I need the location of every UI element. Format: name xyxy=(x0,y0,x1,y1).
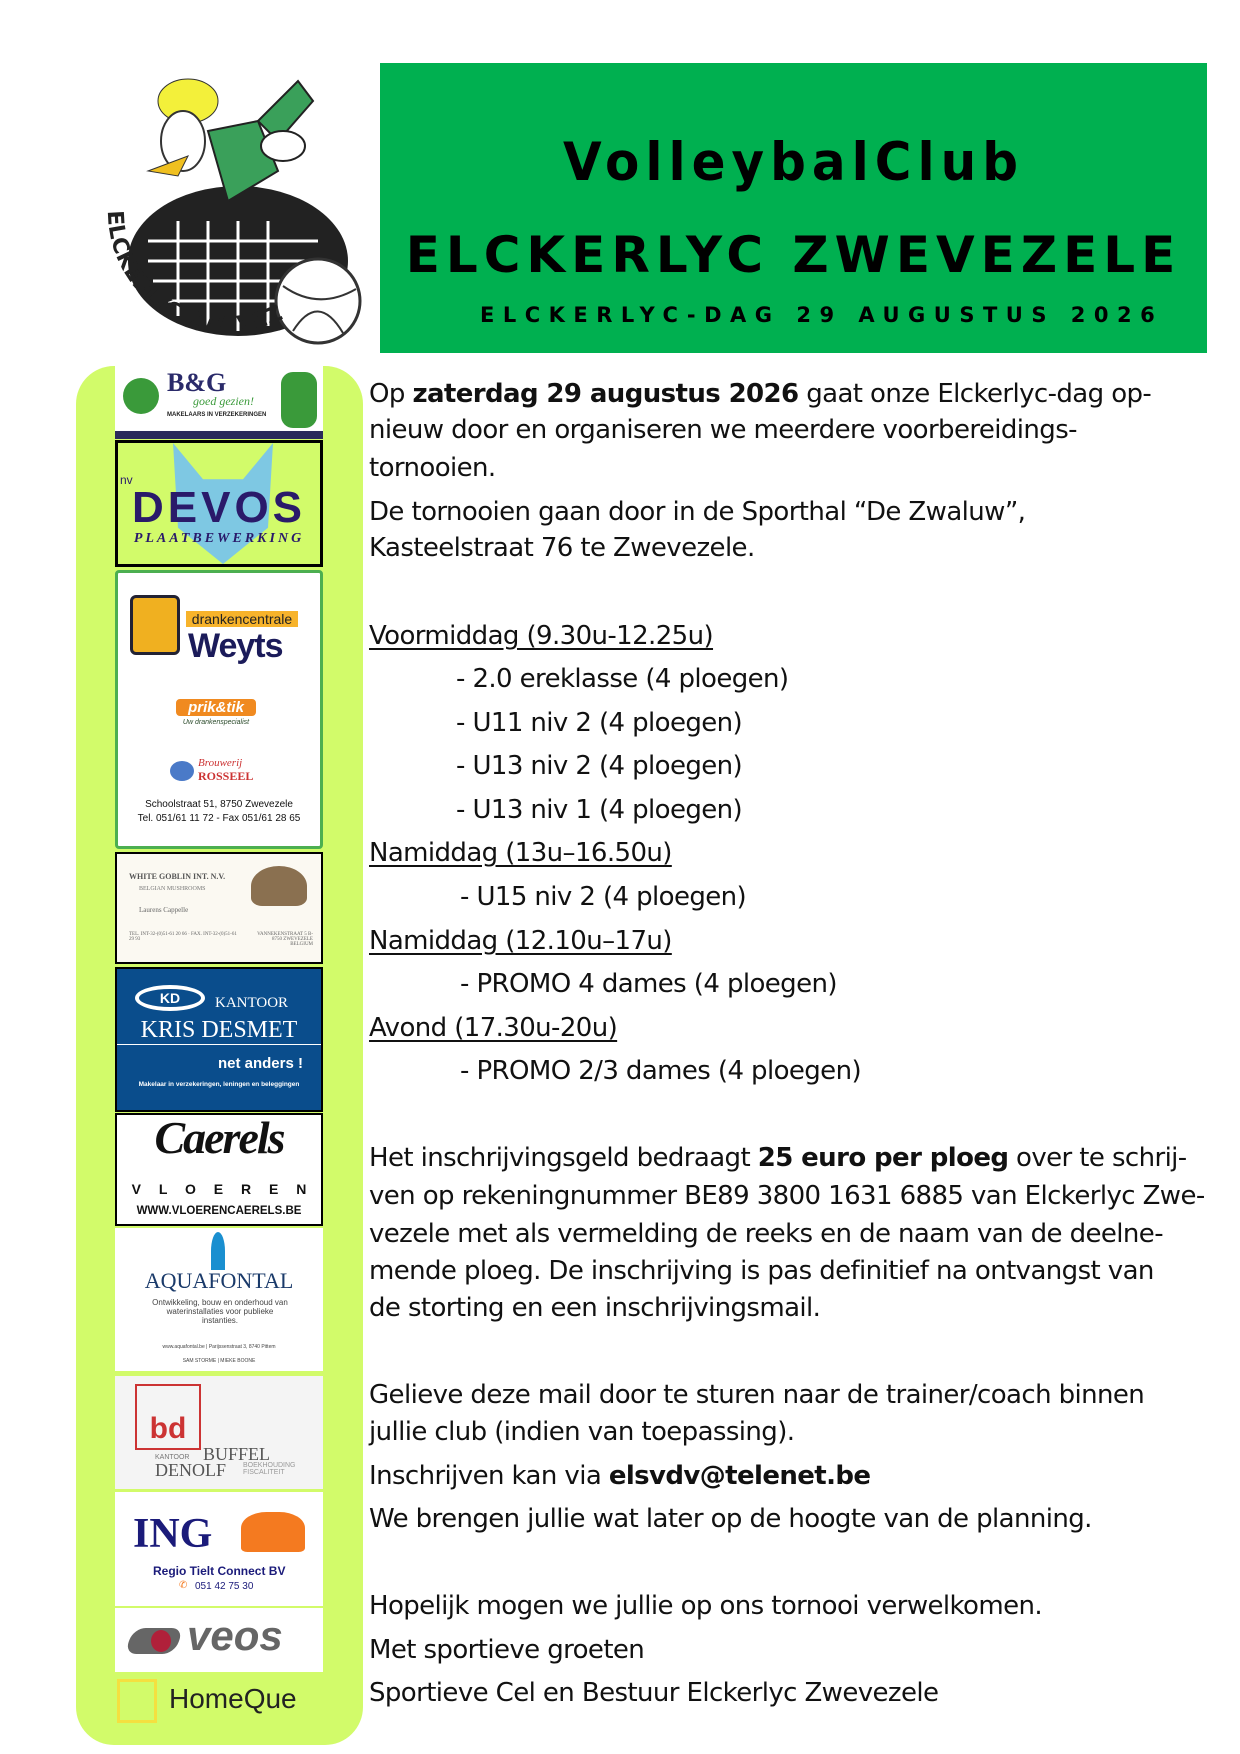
ing-sub: Regio Tielt Connect BV xyxy=(153,1564,286,1578)
veos-drop-icon xyxy=(151,1630,171,1652)
goblin-name: WHITE GOBLIN INT. N.V. xyxy=(129,872,226,881)
closing-line-2: Met sportieve groeten xyxy=(369,1635,645,1665)
schedule-heading-afternoon-1: Namiddag (13u–16.50u) xyxy=(369,838,672,868)
sponsor-white-goblin xyxy=(115,852,323,964)
bd-buffel: BUFFEL xyxy=(203,1444,271,1464)
banner-title: VolleybalClub xyxy=(563,131,1024,193)
aquafontal-people: SAM STORME | MIEKE BOONE xyxy=(182,1358,256,1364)
bd-kantoor: KANTOOR xyxy=(155,1454,190,1461)
brouwerij: Brouwerij xyxy=(198,757,243,769)
venue-line-2: Kasteelstraat 76 te Zwevezele. xyxy=(369,533,755,563)
goblin-address: VANNEKENSTRAAT 5 B-8750 ZWEVEZELE BELGIUM xyxy=(257,932,313,947)
caerels-name: Caerels xyxy=(154,1113,284,1163)
aquafontal-contact: www.aquafontal.be | Parijssenstraat 3, 8740 Pittem xyxy=(162,1344,276,1350)
header-banner xyxy=(380,63,1207,353)
sponsor-ing xyxy=(115,1492,323,1606)
fountain-icon xyxy=(211,1232,225,1270)
fee-line-1: Het inschrijvingsgeld bedraagt 25 euro per ploeg over te schrij- xyxy=(369,1143,1187,1173)
goblin-contact: TEL. INT-32-(0)51-61 20 66 · FAX. INT-32-(0)51-61 29 93 xyxy=(129,932,237,942)
venue-line-1: De tornooien gaan door in de Sporthal “De Zwaluw”, xyxy=(369,497,1026,527)
desmet-slogan: net anders ! xyxy=(217,1055,303,1072)
sponsor-weyts xyxy=(115,570,323,849)
veos-name: veos xyxy=(187,1612,283,1659)
intro-line-3: tornooien. xyxy=(369,453,496,483)
schedule-heading-evening: Avond (17.30u-20u) xyxy=(369,1013,618,1043)
schedule-item: - U13 niv 2 (4 ploegen) xyxy=(456,751,743,781)
register-line: Inschrijven kan via elsvdv@telenet.be xyxy=(369,1461,871,1491)
devos-sub: PLAATBEWERKING xyxy=(133,531,305,546)
prik-tik: prik&tik xyxy=(176,699,256,716)
bg-mascot-icon xyxy=(281,372,317,428)
club-logo xyxy=(78,61,374,357)
devos-name: DEVOS xyxy=(131,483,307,532)
fee-amount: 25 euro per ploeg xyxy=(757,1143,1009,1173)
schedule-heading-morning: Voormiddag (9.30u-12.25u) xyxy=(369,621,714,651)
planning-line: We brengen jullie wat later op de hoogte van de planning. xyxy=(369,1504,1092,1534)
homeque-cubes-icon xyxy=(117,1679,157,1723)
schedule-item: - PROMO 2/3 dames (4 ploegen) xyxy=(460,1056,861,1086)
lion-icon xyxy=(241,1512,305,1552)
fee-line-5: de storting en een inschrijvingsmail. xyxy=(369,1293,821,1323)
bg-sub: MAKELAARS IN VERZEKERINGEN xyxy=(167,412,267,418)
schedule-item: - U11 niv 2 (4 ploegen) xyxy=(456,708,743,738)
prik-sub: Uw drankenspecialist xyxy=(182,719,250,726)
ing-phone: 051 42 75 30 xyxy=(195,1581,254,1592)
ing-name: ING xyxy=(133,1511,213,1557)
aquafontal-desc: Ontwikkeling, bouw en onderhoud van waterinstallaties voor publieke instanties. xyxy=(152,1298,288,1325)
aquafontal-name: AQUAFONTAL xyxy=(144,1268,294,1293)
sponsor-veos xyxy=(115,1608,323,1672)
desmet-sub: Makelaar in verzekeringen, leningen en beleggingen xyxy=(138,1081,300,1088)
bd-sub: BOEKHOUDING FISCALITEIT xyxy=(243,1462,296,1476)
sponsor-devos xyxy=(115,440,323,567)
bg-tagline: goed gezien! xyxy=(193,394,254,408)
closing-line-1: Hopelijk mogen we jullie op ons tornooi verwelkomen. xyxy=(369,1591,1043,1621)
schedule-heading-afternoon-2: Namiddag (12.10u–17u) xyxy=(369,926,672,956)
bd-mark: bd xyxy=(135,1384,201,1450)
mushroom-icon xyxy=(251,866,307,906)
schedule-item: - U13 niv 1 (4 ploegen) xyxy=(456,795,743,825)
banner-subtitle: ELCKERLYC-DAG 29 AUGUSTUS 2026 xyxy=(480,303,1164,327)
intro-line-2: nieuw door en organiseren we meerdere voorbereidings- xyxy=(369,415,1077,445)
phone-icon: ✆ xyxy=(179,1580,188,1591)
weyts-name: Weyts xyxy=(188,627,283,665)
logo-text: ELCKERLYC ZWEVEZ xyxy=(101,209,287,339)
weyts-address: Schoolstraat 51, 8750 Zwevezele xyxy=(145,799,293,810)
fee-line-4: mende ploeg. De inschrijving is pas definitief na ontvangst van xyxy=(369,1256,1154,1286)
forward-line-2: jullie club (indien van toepassing). xyxy=(369,1417,795,1447)
email-link[interactable]: elsvdv@telenet.be xyxy=(608,1461,871,1491)
schedule-item: - 2.0 ereklasse (4 ploegen) xyxy=(456,664,789,694)
homeque-name: HomeQue xyxy=(169,1683,297,1714)
desmet-kantoor: KANTOOR xyxy=(215,995,289,1011)
kd-logo-icon: KD xyxy=(135,985,205,1011)
sponsor-caerels xyxy=(115,1113,323,1226)
schedule-item: - U15 niv 2 (4 ploegen) xyxy=(460,882,747,912)
banner-club-name: ELCKERLYC ZWEVEZELE xyxy=(405,226,1182,284)
intro-line-1: Op zaterdag 29 augustus 2026 gaat onze Elckerlyc-dag op- xyxy=(369,379,1152,409)
fee-line-2: ven op rekeningnummer BE89 3800 1631 6885 van Elckerlyc Zwe- xyxy=(369,1181,1205,1211)
bg-name: B&G xyxy=(167,368,227,397)
sponsor-aquafontal xyxy=(115,1228,323,1371)
sponsor-bg xyxy=(115,366,323,439)
devos-prefix: nv xyxy=(120,473,133,487)
barrel-icon xyxy=(170,761,194,781)
event-date: zaterdag 29 augustus 2026 xyxy=(412,379,799,409)
fee-line-3: vezele met als vermelding de reeks en de naam van de deelne- xyxy=(369,1219,1163,1249)
sponsor-homeque xyxy=(115,1675,323,1727)
weyts-top: drankencentrale xyxy=(186,611,298,627)
weyts-mascot-icon xyxy=(130,595,180,655)
goblin-person: Laurens Cappelle xyxy=(139,906,189,914)
bd-denolf: DENOLF xyxy=(155,1460,226,1480)
desmet-name: KRIS DESMET xyxy=(117,1017,321,1045)
rosseel: ROSSEEL xyxy=(198,769,254,783)
signature-line: Sportieve Cel en Bestuur Elckerlyc Zwevezele xyxy=(369,1678,939,1708)
goblin-sub: BELGIAN MUSHROOMS xyxy=(139,886,206,892)
schedule-item: - PROMO 4 dames (4 ploegen) xyxy=(460,969,837,999)
sponsor-kris-desmet xyxy=(115,967,323,1112)
caerels-sub: V L O E R E N xyxy=(131,1181,307,1197)
weyts-phone: Tel. 051/61 11 72 - Fax 051/61 28 65 xyxy=(137,813,301,824)
sponsor-bd xyxy=(115,1376,323,1489)
caerels-url: WWW.VLOERENCAERELS.BE xyxy=(136,1205,302,1217)
bg-swirl-icon xyxy=(123,378,159,414)
forward-line-1: Gelieve deze mail door te sturen naar de trainer/coach binnen xyxy=(369,1380,1145,1410)
